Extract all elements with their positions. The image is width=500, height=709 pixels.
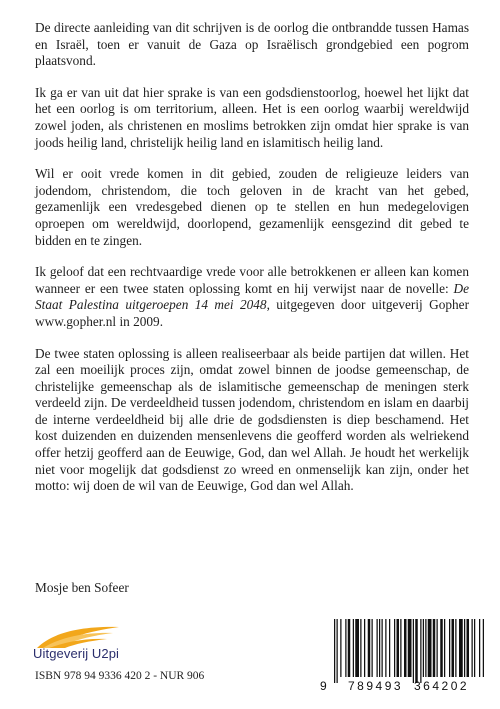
- barcode-bar: [345, 619, 346, 677]
- barcode-bar: [472, 619, 473, 677]
- paragraph-3: Wil er ooit vrede komen in dit gebied, zouden de religieuze leiders van jodendom, christendom, die toch geloven in de kracht van het gebed, gezamenlijk een vredesgebed dienen op te stellen en hun medegelovigen oproepen om wereldwijd, doorlopend, gezamenlijk eensgezind dit gebed te bidden en te zingen.: [35, 166, 469, 248]
- paragraph-1: De directe aanleiding van dit schrijven is de oorlog die ontbrandde tussen Hamas en Israël, toen er vanuit de Gaza op Israëlisch grondgebied een pogrom plaatsvond.: [35, 20, 469, 69]
- publisher-logo: [33, 624, 153, 664]
- barcode-bar: [425, 619, 426, 677]
- barcode-bar: [377, 619, 378, 677]
- barcode-bar: [452, 619, 455, 677]
- paragraph-5: De twee staten oplossing is alleen realiseerbaar als beide partijen dat willen. Het zal een moeilijk proces zijn, omdat zowel binnen de joodse gemeenschap, de christelijke gemeenschap als de islamitische gemeenschap de meningen sterk verdeeld zijn. De verdeeldheid tussen jodendom, christendom en islam en daarbij de interne verdeeldheid bij alle drie de godsdiensten is diep beschamend. Het kost duizenden en duizenden mensenlevens die geofferd worden als welriekend offer hetzij geofferd aan de Eeuwige, God, dan wel Allah. Je houdt het werkelijk niet voor mogelijk dat godsdienst zo wreed en onmenselijk kan zijn, onder het motto: wij doen de wil van de Eeuwige, God dan wel Allah.: [35, 345, 469, 494]
- barcode-bar: [404, 619, 407, 677]
- barcode-bar: [444, 619, 445, 677]
- barcode-bar: [372, 619, 373, 677]
- barcode-bar: [437, 619, 438, 677]
- paragraph-4-text: Ik geloof dat een rechtvaardige vrede voor alle betrokkenen er alleen kan komen wanneer er een twee staten oplossing komt en hij verwijst naar de novelle:: [35, 264, 469, 296]
- barcode-bar: [368, 619, 371, 677]
- paragraph-4-text-end: , uitgegeven door uitgeverij Gopher www.gopher.nl in 2009.: [35, 297, 469, 329]
- isbn-barcode: [318, 617, 484, 696]
- barcode-bar: [455, 619, 456, 677]
- barcode-bar: [479, 619, 480, 677]
- barcode-bar: [483, 619, 484, 677]
- barcode-bar: [364, 619, 365, 677]
- barcode-bar: [397, 619, 400, 677]
- barcode-bar: [420, 619, 421, 683]
- barcode-bars: [318, 617, 484, 683]
- barcode-bar: [355, 619, 359, 677]
- paragraph-4: [35, 264, 469, 330]
- barcode-bar: [382, 619, 383, 677]
- paragraph-2: Ik ga er van uit dat hier sprake is van een godsdienstoorlog, hoewel het lijkt dat het een oorlog is om territorium, alleen. Het is een oorlog waarbij wereldwijd zowel joden, als christenen en moslims betrokken zijn omdat hier sprake is van joods heilig land, christelijk heilig land en islamitisch heilig land.: [35, 84, 469, 150]
- isbn-line: ISBN 978 94 9336 420 2 - NUR 906: [35, 670, 205, 682]
- publisher-name: Uitgeverij U2pi: [33, 646, 120, 661]
- barcode-bar: [415, 619, 418, 683]
- barcode-bar: [423, 619, 424, 677]
- barcode-bar: [340, 619, 341, 677]
- barcode-bar: [459, 619, 463, 677]
- barcode-bar: [428, 619, 432, 677]
- barcode-bar: [389, 619, 390, 677]
- barcode-bar: [394, 619, 395, 677]
- book-title: De Staat Palestina uitgeroepen 14 mei 2048: [35, 280, 469, 313]
- author-name: Mosje ben Sofeer: [35, 580, 129, 595]
- barcode-bar: [400, 619, 401, 677]
- barcode-bar: [379, 619, 380, 677]
- barcode-bar: [449, 619, 450, 677]
- back-cover-text: [35, 20, 469, 510]
- barcode-bar: [474, 619, 475, 677]
- barcode-bar: [353, 619, 354, 677]
- barcode-bar: [360, 619, 361, 677]
- barcode-bar: [467, 619, 470, 677]
- barcode-bar: [337, 619, 338, 683]
- barcode-bar: [334, 619, 335, 683]
- barcode-first-digit: 9: [320, 679, 327, 693]
- barcode-bar: [385, 619, 386, 677]
- barcode-bar: [464, 619, 465, 677]
- barcode-bar: [440, 619, 443, 677]
- barcode-bar: [408, 619, 412, 677]
- barcode-right-group: 364202: [414, 679, 470, 693]
- barcode-bar: [348, 619, 351, 677]
- barcode-bar: [433, 619, 436, 677]
- barcode-left-group: 789493: [348, 679, 404, 693]
- barcode-bar: [413, 619, 414, 683]
